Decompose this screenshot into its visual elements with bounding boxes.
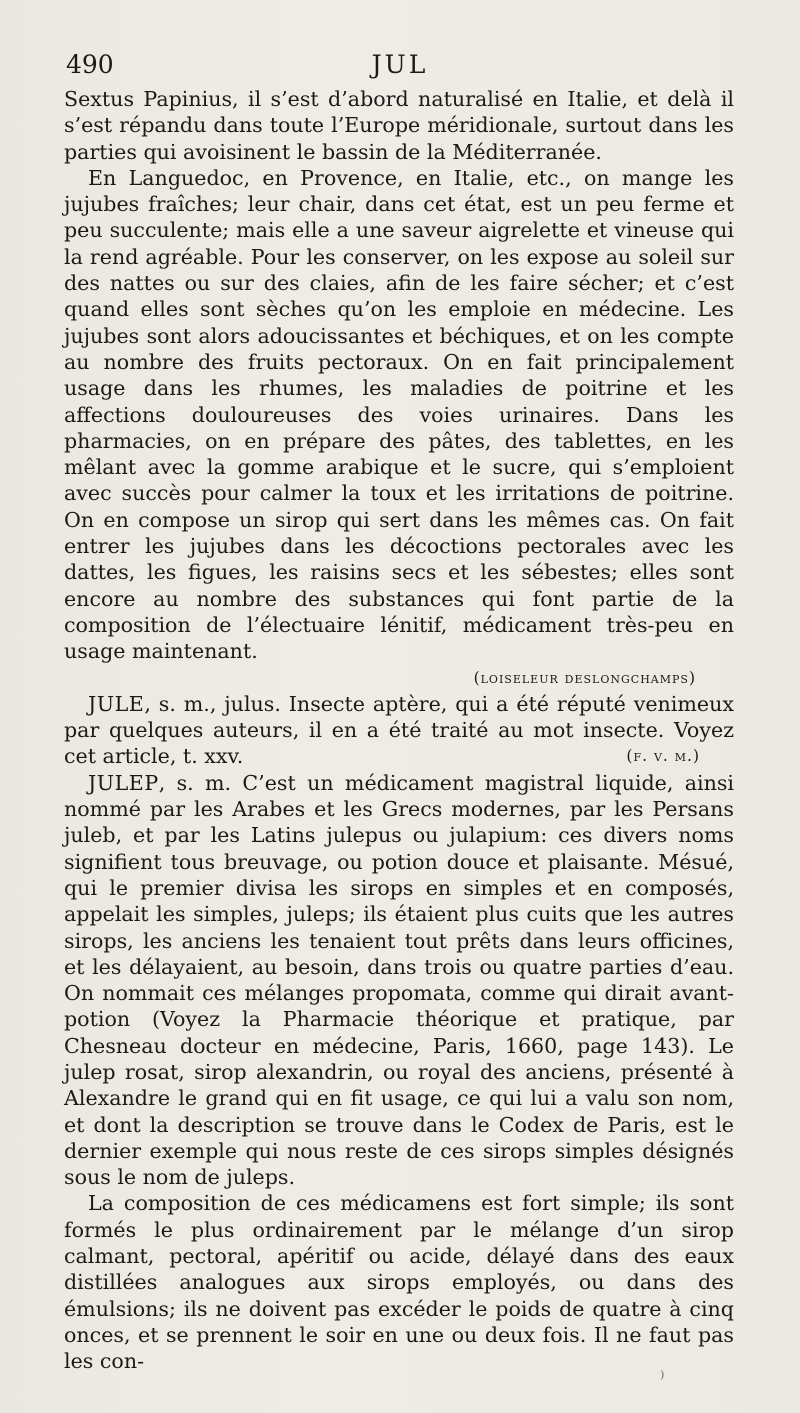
paragraph-5: La composition de ces médicamens est fort simple; ils sont formés le plus ordinairement par le mélange d’un sirop calmant, pectoral, apéritif ou acide, délayé dans des eaux distillées analogues aux sirops employés, ou dans des émulsions; ils ne doivent pas excéder le poids de quatre à cinq onces, et se prennent le soir en une ou deux fois. Il ne faut pas les con- [64,1191,734,1374]
paragraph-1: Sextus Papinius, il s’est d’abord naturalisé en Italie, et delà il s’est répandu dans toute l’Europe méridionale, surtout dans les parties qui avoisinent le bassin de la Méditerranée. [64,87,734,164]
entry-julep-text: , s. m. C’est un médicament magistral liquide, ainsi nommé par les Arabes et les Grecs modernes, par les Persans juleb, et par les Latins julepus ou julapium: ces divers noms signifient tous breuvage, ou potion douce et plaisante. Mésué, qui le premier divisa les sirops en simples et en composés, appelait les simples, juleps; ils étaient plus cuits que les autres sirops, les anciens les tenaient tout prêts dans leurs officines, et les délayaient, au besoin, dans trois ou quatre parties d’eau. On nommait ces mélanges propomata, comme qui dirait avant-potion (Voyez la Pharmacie théorique et pratique, par Chesneau docteur en médecine, Paris, 1660, page 143). Le julep rosat, sirop alexandrin, ou royal des anciens, présenté à Alexandre le grand qui en fit usage, ce qui lui a valu son nom, et dont la description se trouve dans le Codex de Paris, est le dernier exemple qui nous reste de ces sirops simples désignés sous le nom de juleps. [64,770,734,1190]
entry-headword-julep: JULEP [88,770,159,795]
signature-loiseleur: (loiseleur deslongchamps) [473,668,696,687]
entry-julep [64,770,734,1191]
page-number: 490 [66,50,114,79]
margin-mark: ⁾ [660,1368,665,1389]
entry-jule [64,691,734,770]
signature-fvm: (f. v. m.) [626,747,700,766]
entry-headword-jule: JULE [88,691,145,716]
entry-jule-text: , s. m., julus. Insecte aptère, qui a été réputé venimeux par quelques auteurs, il en a été traité au mot insecte. Voyez cet article, t. xxv. [64,691,734,769]
running-head: JUL [371,50,429,79]
paragraph-2: En Languedoc, en Provence, en Italie, etc., on mange les jujubes fraîches; leur chair, dans cet état, est un peu ferme et peu succulente; mais elle a une saveur aigrelette et vineuse qui la rend agréable. Pour les conserver, on les expose au soleil sur des nattes ou sur des claies, afin de les faire sécher; et c’est quand elles sont sèches qu’on les emploie en médecine. Les jujubes sont alors adoucissantes et béchiques, et on les compte au nombre des fruits pectoraux. On en fait principalement usage dans les rhumes, les maladies de poitrine et les affections douloureuses des voies urinaires. Dans les pharmacies, on en prépare des pâtes, des tablettes, en les mêlant avec la gomme arabique et le sucre, qui s’emploient avec succès pour calmer la toux et les irritations de poitrine. On en compose un sirop qui sert dans les mêmes cas. On fait entrer les jujubes dans les décoctions pectorales avec les dattes, les figues, les raisins secs et les sébestes; elles sont encore au nombre des substances qui font partie de la composition de l’électuaire lénitif, médicament très-peu en usage maintenant. [64,165,734,664]
page-header [66,50,734,84]
body-text [64,86,734,1375]
